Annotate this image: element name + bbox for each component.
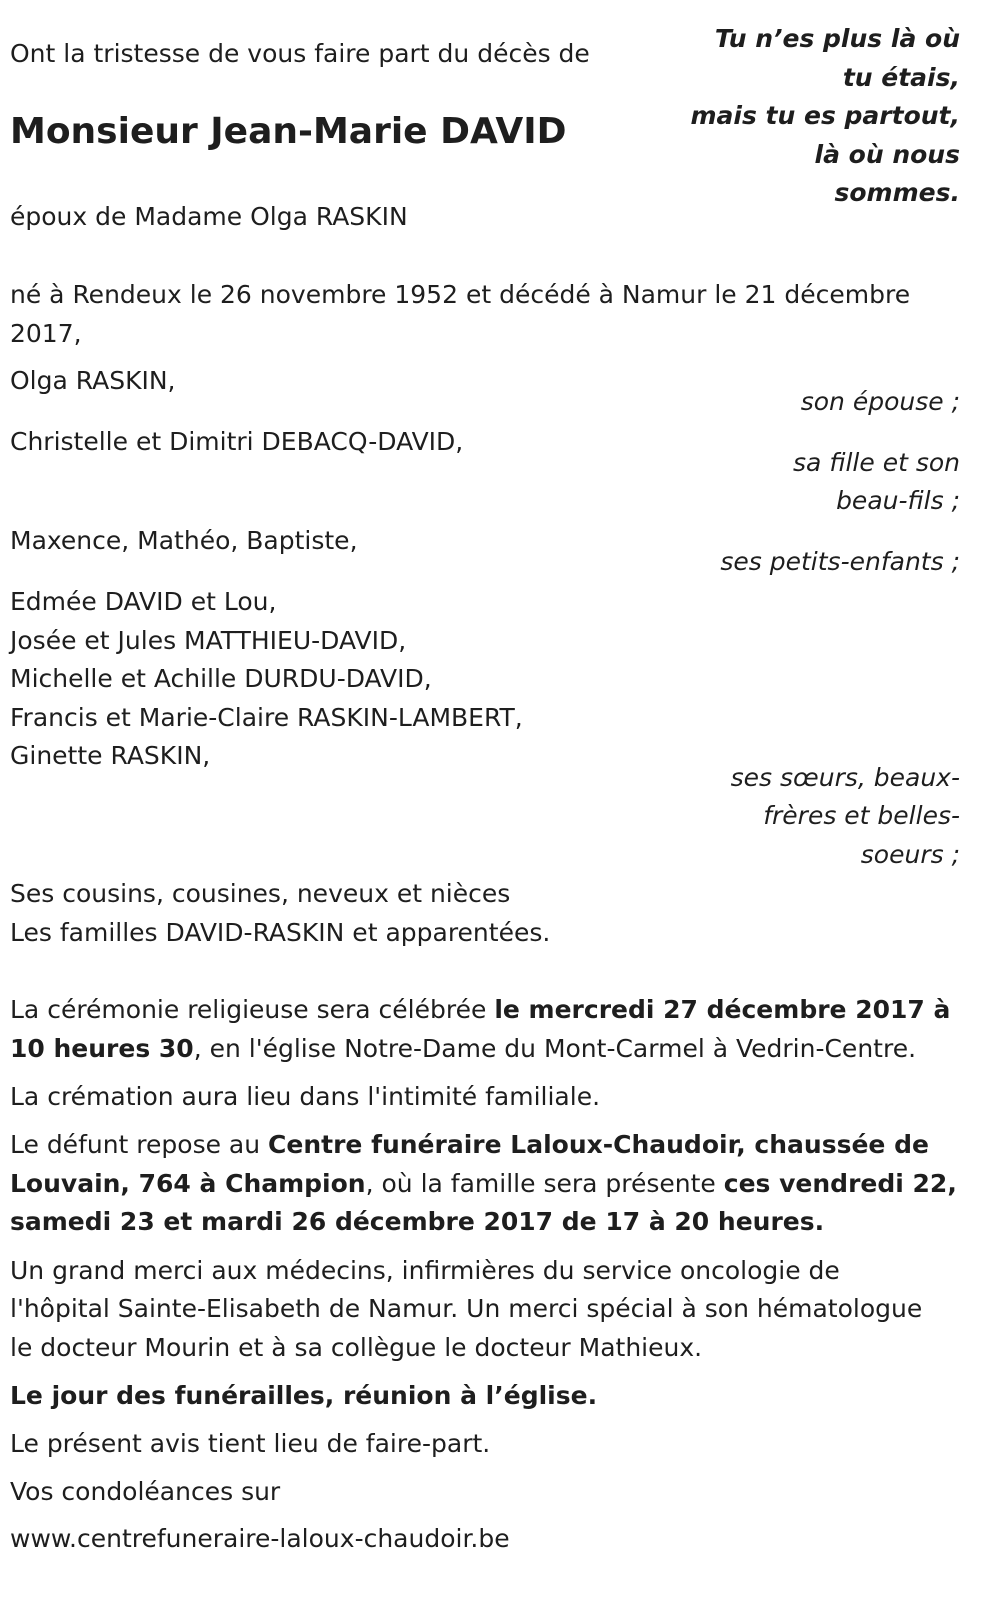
poem-line: sommes. [834,178,960,207]
cremation-text: La crémation aura lieu dans l'intimité familiale. [10,1082,601,1111]
thanks-text: l'hôpital Sainte-Elisabeth de Namur. Un merci spécial à son hématologue [10,1294,923,1323]
birth-death-text: né à Rendeux le 26 novembre 1952 et décédé à Namur le 21 décembre 2017, [10,280,911,348]
poem-line: mais tu es partout, [690,101,960,130]
children-role: beau-fils ; [836,486,960,515]
sibling-name: Josée et Jules MATTHIEU-DAVID, [10,626,407,655]
extended-family: Les familles DAVID-RASKIN et apparentées. [10,918,551,947]
sibling-name: Michelle et Achille DURDU-DAVID, [10,664,432,693]
grandchildren-names: Maxence, Mathéo, Baptiste, [10,526,358,555]
notice-text: Le présent avis tient lieu de faire-part. [10,1429,491,1458]
spouse-role: son épouse ; [800,387,960,416]
thanks-text: Un grand merci aux médecins, infirmières du service oncologie de [10,1256,840,1285]
sibling-name: Ginette RASKIN, [10,741,211,770]
thanks-text: le docteur Mourin et à sa collègue le docteur Mathieux. [10,1333,703,1362]
meeting-text: Le jour des funérailles, réunion à l’église. [10,1381,598,1410]
siblings-role: frères et belles- [763,801,960,830]
condolences-label: Vos condoléances sur [10,1477,281,1506]
spouse-text: époux de Madame Olga RASKIN [10,202,408,231]
condolences-website-link[interactable]: www.centrefuneraire-laloux-chaudoir.be [10,1524,510,1553]
poem-line: Tu n’es plus là où [714,24,960,53]
repose-text: Louvain, 764 à Champion, où la famille sera présente ces vendredi 22, [10,1169,957,1198]
grandchildren-role: ses petits-enfants ; [720,547,960,576]
poem-quote [690,20,960,213]
poem-line: tu étais, [842,62,960,92]
ceremony-text: 10 heures 30, en l'église Notre-Dame du Mont-Carmel à Vedrin-Centre. [10,1034,917,1063]
poem-line: là où nous [814,139,960,169]
sibling-name: Edmée DAVID et Lou, [10,587,277,616]
deceased-name: Monsieur Jean-Marie DAVID [10,111,567,152]
ceremony-text: La cérémonie religieuse sera célébrée le mercredi 27 décembre 2017 à [10,995,951,1024]
siblings-role: soeurs ; [860,840,960,869]
spouse-names: Olga RASKIN, [10,366,176,395]
repose-text: Le défunt repose au Centre funéraire Laloux-Chaudoir, chaussée de [10,1130,929,1159]
siblings-role: ses sœurs, beaux- [730,763,960,792]
children-names: Christelle et Dimitri DEBACQ-DAVID, [10,427,464,456]
extended-family: Ses cousins, cousines, neveux et nièces [10,879,511,908]
intro-text: Ont la tristesse de vous faire part du décès de [10,39,590,68]
sibling-name: Francis et Marie-Claire RASKIN-LAMBERT, [10,703,523,732]
repose-text: samedi 23 et mardi 26 décembre 2017 de 17 à 20 heures. [10,1207,825,1236]
children-role: sa fille et son [793,448,960,477]
